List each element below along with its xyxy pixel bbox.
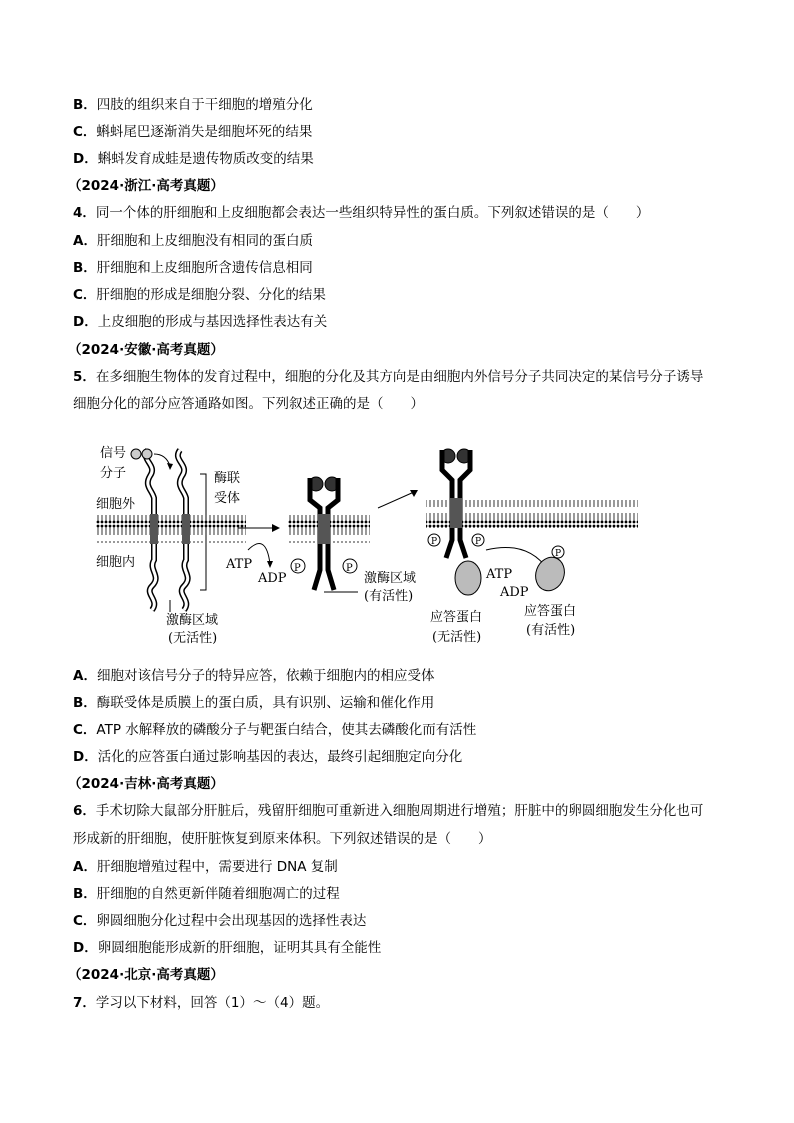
adp-label: ADP bbox=[500, 585, 529, 600]
q5-option-a: A．细胞对该信号分子的特异应答，依赖于细胞内的相应受体 bbox=[73, 668, 435, 684]
atp-label: ATP bbox=[226, 557, 253, 572]
question-6: 6．手术切除大鼠部分肝脏后，残留肝细胞可重新进入细胞周期进行增殖；肝脏中的卵圆细胞发生分化也可 bbox=[73, 803, 704, 819]
response-active-label: 应答蛋白 bbox=[524, 604, 577, 619]
source-tag: （2024·吉林·高考真题） bbox=[68, 776, 224, 792]
q6-option-c: C．卵圆细胞分化过程中会出现基因的选择性表达 bbox=[73, 913, 367, 929]
signaling-pathway-figure bbox=[88, 440, 648, 658]
kinase-active-label: 激酶区域 bbox=[364, 571, 417, 586]
q3-option-b: B．四肢的组织来自于干细胞的增殖分化 bbox=[73, 97, 313, 113]
q4-option-d: D．上皮细胞的形成与基因选择性表达有关 bbox=[73, 314, 328, 330]
q5-option-b: B．酶联受体是质膜上的蛋白质，具有识别、运输和催化作用 bbox=[73, 695, 435, 711]
q3-option-d: D．蝌蚪发育成蛙是遗传物质改变的结果 bbox=[73, 151, 314, 167]
signal-molecule bbox=[142, 449, 152, 459]
response-protein-inactive bbox=[455, 561, 481, 595]
adp-label: ADP bbox=[258, 571, 287, 586]
membrane-1 bbox=[96, 515, 246, 543]
source-tag: （2024·浙江·高考真题） bbox=[68, 178, 224, 194]
signal-label: 分子 bbox=[100, 466, 127, 481]
question-5-cont: 细胞分化的部分应答通路如图。下列叙述正确的是（ ） bbox=[73, 396, 424, 412]
q4-option-a: A．肝细胞和上皮细胞没有相同的蛋白质 bbox=[73, 233, 313, 249]
signal-label: 信号 bbox=[100, 446, 127, 461]
q6-option-b: B．肝细胞的自然更新伴随着细胞凋亡的过程 bbox=[73, 886, 340, 902]
source-tag: （2024·北京·高考真题） bbox=[68, 967, 224, 983]
kinase-inactive-label: 激酶区域 bbox=[166, 613, 219, 628]
atp-label: ATP bbox=[486, 567, 513, 582]
svg-text:P: P bbox=[346, 563, 353, 574]
response-active-label: (有活性) bbox=[526, 623, 576, 638]
q3-option-c: C．蝌蚪尾巴逐渐消失是细胞坏死的结果 bbox=[73, 124, 313, 140]
svg-text:P: P bbox=[475, 537, 482, 547]
response-inactive-label: (无活性) bbox=[432, 630, 482, 645]
q6-option-a: A．肝细胞增殖过程中，需要进行 DNA 复制 bbox=[73, 859, 338, 875]
signal-molecule bbox=[131, 449, 141, 459]
question-6-cont: 形成新的肝细胞，使肝脏恢复到原来体积。下列叙述错误的是（ ） bbox=[73, 831, 492, 847]
svg-text:P: P bbox=[431, 537, 438, 547]
kinase-active-label: (有活性) bbox=[364, 589, 414, 604]
inside-label: 细胞内 bbox=[96, 555, 136, 570]
svg-text:P: P bbox=[294, 563, 301, 574]
question-7: 7．学习以下材料，回答（1）～（4）题。 bbox=[73, 995, 330, 1011]
question-4: 4．同一个体的肝细胞和上皮细胞都会表达一些组织特异性的蛋白质。下列叙述错误的是（ ） bbox=[73, 205, 650, 221]
q6-option-d: D．卵圆细胞能形成新的肝细胞，证明其具有全能性 bbox=[73, 940, 382, 956]
q4-option-b: B．肝细胞和上皮细胞所含遗传信息相同 bbox=[73, 260, 313, 276]
response-inactive-label: 应答蛋白 bbox=[430, 610, 483, 625]
receptor-label: 酶联 bbox=[214, 471, 241, 486]
receptor-label: 受体 bbox=[214, 491, 241, 506]
source-tag: （2024·安徽·高考真题） bbox=[68, 342, 224, 358]
q5-option-c: C．ATP 水解释放的磷酸分子与靶蛋白结合，使其去磷酸化而有活性 bbox=[73, 722, 477, 738]
q5-option-d: D．活化的应答蛋白通过影响基因的表达，最终引起细胞定向分化 bbox=[73, 749, 463, 765]
question-5: 5．在多细胞生物体的发育过程中，细胞的分化及其方向是由细胞内外信号分子共同决定的某信号分子诱导 bbox=[73, 369, 704, 385]
response-protein-active bbox=[531, 553, 569, 595]
q4-option-c: C．肝细胞的形成是细胞分裂、分化的结果 bbox=[73, 287, 326, 303]
outside-label: 细胞外 bbox=[96, 497, 136, 512]
svg-text:P: P bbox=[555, 549, 562, 559]
kinase-inactive-label: (无活性) bbox=[168, 631, 218, 646]
